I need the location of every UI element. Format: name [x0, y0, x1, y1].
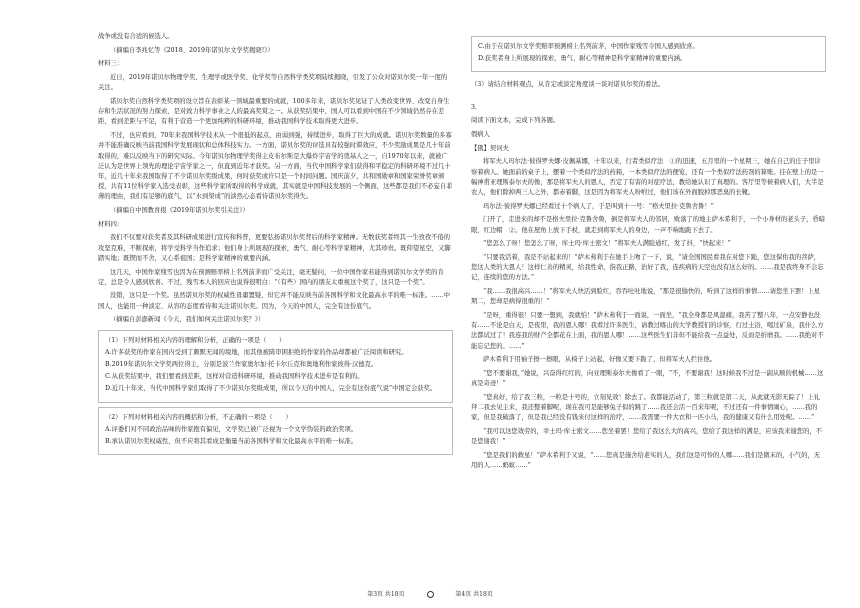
- page-number-left: 第3页 共18页: [367, 591, 405, 598]
- left-paragraph: 材料四：: [98, 220, 124, 228]
- left-paragraph: 没错，这只是一个奖。虽然诺贝尔奖的权威性毋庸置疑，但它并不能反映当前各国科学和文化最高水平的唯一标准。……中国人，也能用一种淡定、从容的态度看待和关注诺贝尔奖。因为，今天的中国人，完全有这份底气。: [98, 292, 451, 310]
- question-2-continued-box: [471, 36, 826, 72]
- question-1-option: C.从获奖结果中，我们要看到差距，这样对营造科研环境，推动我国科学技术进步是有利的。: [105, 373, 364, 381]
- right-column: [471, 32, 826, 475]
- page-number-right: 第4页 共18页: [455, 591, 493, 598]
- left-column: [98, 32, 453, 459]
- story-paragraph: 门开了，走进来的却不是格夫里拉·克鲁舍鲁，倒是将军夫人的邻居，败落了的地主萨木希利于，一个小身材的老头子，昏暗眼，红边帽 ②。他在屋角上放下手杖，就走到将军夫人的身边，一声不响地跪下去了。: [471, 216, 826, 234]
- left-paragraph: （摘编自李兆忆等《2018、2019年诺贝尔文学奖揭晓!》）: [110, 46, 274, 54]
- question-2-box: [98, 407, 453, 456]
- question-2-stem: （2）下列对材料相关内容的概括和分析，不正确的一项是（ ）: [105, 413, 292, 421]
- question-2-option: A.评委们对不同政治品味的作家抱有偏见，文学奖已被广泛视为一个文学伪装的政治奖项。: [105, 425, 358, 433]
- story-author: 【俄】契诃夫: [471, 144, 509, 152]
- story-paragraph: “您怎么了呀！您怎么了呀，库士玛·库士密文！”将军夫人满脸通红，发了抖，“快起来！”: [483, 240, 731, 248]
- left-passage: [98, 32, 453, 326]
- instruction: 阅读下面文本，完成下列各题。: [471, 117, 560, 125]
- story-paragraph: “我……我很高兴……！”将军夫人快活到脸红，吞吞吐吐地说，“那是很愉快的，听到了这样的事情……请您坐下罢！上星期二，您却是病得很重的！”: [471, 288, 821, 306]
- page-footer: [0, 589, 860, 598]
- left-paragraph: （摘编自中国教育报《2019年诺贝尔奖引关注》）: [110, 207, 249, 215]
- question-1-stem: （1）下列对材料相关内容的理解和分析，正确的一项是（ ）: [105, 336, 286, 344]
- story-paragraph: “您不要谢我，”她说，兴奋得红红的，向亚理斯泰尔夫像看了一眼，“不，不要谢我！这时候我不过是一副从顺的机械……这真是奇迹！”: [471, 370, 824, 388]
- question-3: （3）请结合材料观点，从肯定或淡定角度谈一谈对诺贝尔奖的看法。: [471, 81, 664, 89]
- left-paragraph: 我们不仅要对获奖者及其科研成果进行宣传和科普，更要弘扬诺贝尔奖背后的科学家精神。无数获奖者终其一生孜孜不倦的攻坚克难，不断探索，将学受科学当作追求；他们身上所展现的探索，勇气、耐心等科学家精神，尤其珍贵。既仰望星空，又脚踏实地；既锲而不舍，又心系祖国；是科学家精神的重要内涵。: [98, 234, 451, 262]
- left-paragraph: 材料三：: [98, 60, 124, 68]
- story-paragraph: 玛尔法·彼得罗夫娜已经看过十个病人了，于是叫到十一号：“格夫里拉·克鲁舍鲁！”: [483, 202, 714, 210]
- left-paragraph: 诺贝尔奖自然科学类奖项的设立旨在表彰某一领域最重要的成就，100多年来，诺贝尔奖见证了人类改变世界、改变自身生存和生活状况的努力探索，是对致力科学事业之人的最高奖赏之一。从获奖结果中，国人可以看到中国在不少领域仍然存在差距，看到差距与不足，有利于营造一个更加纯粹的科研环境，推动我国科学技术取得更大进步。: [98, 98, 450, 126]
- story-paragraph: 将军夫人玛尔法·彼得罗夫娜·皮佩基娜，十年以来，行者类似疗法 ①的迅速，五月里的一个星期三，她在自己的庄子里诊察着病人。她面前的桌子上，摆着一个类似疗法的药箱，一本类似疗法的便览，还有一个类似疗法药剂的算账。挂在壁上的是一幅神甫亚理斯泰尔夫的像，那是将军夫人的恩人，否定了有害的对症疗法，教给她认识了真理的。客厅里等候着病人们，大半是农人，他们除掉两三人之外，都赤着脚，这是因为将军夫人吩咐过，他们该在外面脱掉那恶臭的长靴。: [471, 158, 824, 197]
- binding-circle: [427, 591, 434, 598]
- question-1-option: D.近几十年来，当代中国科学家们取得了不少诺贝尔奖级成果，所以今天的中国人，完全有这份底气说”中国定会获奖。: [105, 385, 437, 393]
- left-paragraph: 近日，2019年诺贝尔物理学奖、生理学或医学奖、化学奖等自然科学类奖项陆续揭晓，引发了公众对诺贝尔奖一年一度的关注。: [98, 74, 448, 92]
- option-c: C.由于在诺贝尔文学奖赔率预测榜上名列前茅，中国作家残雪令国人感到欣喜。: [478, 43, 699, 50]
- question-1-box: [98, 330, 453, 403]
- left-paragraph: 这几天，中国作家残雪也因为在预测赔率榜上名列前茅而广受关注，毫无疑问，一位中国作家若能得到诺贝尔文学奖的肯定，总是令人感到欣喜。不过，残雪本人的回应也说得很明白：“（有些）国内的朋友太重视这个奖了，这只是一个奖”。: [98, 268, 444, 286]
- story-paragraph: “您是我们的救星！”萨木希利于又说，“……您真是施舍给老实的人，我们这是可怜的人哪……我们是微末的，小气的，无用的人……蚂蚁……”: [471, 452, 821, 470]
- story-paragraph: “是呀，重得很！只要一想到，我就怕！”萨木弗利于一面说，一面坐，“我全身都是风湿痛，我苦了整八年，一点安静也没有……不论是白天，是夜里，我的恩人哪！我看过许多医生，请教过喀山的大学教授们的诊察，行过土浴，喝过矿泉，我什么方法都试过了！我连我的财产全都花在上面，我的恩人哪！……这些医生们非但不能给我一点益处，反而是折磨我。……我绝对不能忘记您的。……”: [471, 312, 824, 350]
- story-paragraph: “我可以这您效劳的，幸士玛·库士密文……您坐着罢！您给了我这么大的高兴，您给了我这样的满足，应该我来谢您的，不是您谢我！”: [471, 428, 822, 446]
- story-paragraph: “只要我活着，我是不站起来的！”萨木弗利于在她手上吻了一下，说，“请全国国民看我在对您下跪，您这保佑我的菩萨，您这人类的大恩人！这样仁善的精灵，给我性命，指我正路，治好了我，连疾病的天空也没有这么好的。……我是我终身不会忘记，连续的您的方法。”: [471, 254, 824, 282]
- question-number: 3．: [471, 103, 482, 111]
- option-d: D.获奖者身上所展现的探索，勇气、耐心等精神是科学家精神的重要内涵。: [478, 55, 687, 63]
- story-paragraph: 萨木希利于用袖子擦一擦眼，从椅子上站起，好像又要下跪了，但将军夫人拦住他。: [483, 356, 716, 364]
- left-paragraph: 不过，也应看到，70年来我国科学技术从一个很低的起点，由弱到强，持续进步，取得了巨大的成就。诺贝尔奖数量的多寡并不能准确反映当前我国科学发展现状和总体科技实力。一方面，诺贝尔奖的评选具有较强时滞效应，不少奖励成果是几十年前取得的，难以反映当下的研究实际。今年诺贝尔物理学奖得主皮布尔斯是大爆炸宇宙学的奠基人之一，自1970年以来，就被广泛认为是世界上领先的理论宇宙学家之一，但直到近年才获奖。另一方面，当代中国科学家们获得和平稳定的科研环境不过几十年，近几十年来我国取得了不少诺贝尔奖级成果，何时获奖或许只是一个时间问题。国庆前夕，共和国勋章和国家荣誉奖章颁授，共有11位科学家入选受表彰，这些科学家所取得的科学成就，其实就是中国科技发展的一个侧面，这些都是我们不必妄自菲薄的理由，我们有足够的底气，以“水到渠成”的淡然心态看待诺贝尔奖得失。: [98, 132, 453, 201]
- question-1-option: B.2019年诺贝尔文学奖两位得主，分别是波兰作家奥尔加·托卡尔丘克和奥地利作家彼得·汉德克。: [105, 360, 378, 368]
- left-paragraph: （摘编自彭澎新闻《今天，我们如何关注诺贝尔奖？》）: [110, 316, 265, 324]
- story-passage: [471, 157, 826, 471]
- left-paragraph: 战争或没有合适的候选人。: [98, 33, 174, 40]
- question-1-option: A.许多获奖的作家在国内受到了颇默无闻的境地，而其他被陈审困拒绝的作家的作品却都被广泛阅读和研究。: [105, 348, 408, 356]
- story-paragraph: “您真好，给了我三粒，一粒是十号的，立刻见效！除去了。我都能活动了，第三粒就是第二天，从此就无影无踪了！上礼拜二我去见主来，我还整着脚呢，现在我可是能够兔子似的跳了……我还会活一百来年呢，不过还有一件事情闹心，……我的家，但是我破落了，但是我已经没有钱来付这样的治疗，……我需要一件大衣和一匹小马，我的健康又有什么用处呢。……”: [471, 393, 820, 422]
- story-title: 假病人: [471, 131, 490, 139]
- question-2-option: B.承认诺贝尔奖权威性，但不应将其看成是衡量当前各国科学和文化最高水平的唯一标准。: [105, 438, 358, 445]
